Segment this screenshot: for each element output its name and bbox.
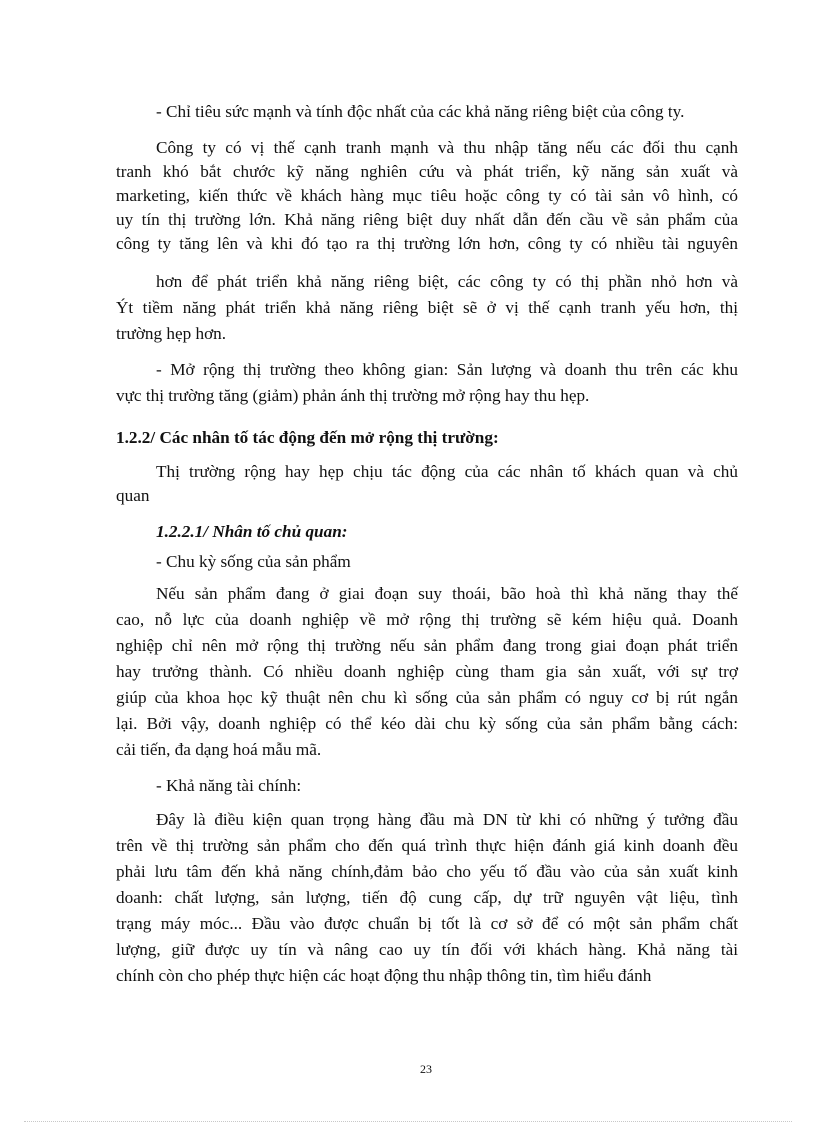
text-line: trên về thị trường sản phẩm cho đến quá trình thực hiện đánh giá kinh doanh đều bbox=[116, 836, 738, 855]
text-line: lại. Bởi vậy, doanh nghiệp có thể kéo dài chu kỳ sống của sản phẩm bằng cách: bbox=[116, 714, 738, 733]
section-heading: 1.2.2/ Các nhân tố tác động đến mở rộng thị trường: bbox=[116, 428, 499, 447]
text-line: Công ty có vị thế cạnh tranh mạnh và thu nhập tăng nếu các đối thu cạnh bbox=[156, 138, 738, 157]
text-line: - Khả năng tài chính: bbox=[156, 776, 302, 795]
text-line: hay trưởng thành. Có nhiều doanh nghiệp cùng tham gia sản xuất, với sự trợ bbox=[116, 662, 738, 681]
text-line: - Mở rộng thị trường theo không gian: Sản lượng và doanh thu trên các khu bbox=[156, 360, 738, 379]
text-line: công ty tăng lên và khi đó tạo ra thị trường lớn hơn, công ty có nhiều tài nguyên bbox=[116, 234, 738, 253]
text-line: quan bbox=[116, 486, 150, 505]
page-bottom-divider bbox=[24, 1121, 792, 1122]
text-line: tranh khó bắt chước kỹ năng nghiên cứu và phát triển, kỹ năng sản xuất và bbox=[116, 162, 738, 181]
text-line: vực thị trường tăng (giảm) phản ánh thị trường mở rộng hay thu hẹp. bbox=[116, 386, 590, 405]
text-line: Thị trường rộng hay hẹp chịu tác động của các nhân tố khách quan và chủ bbox=[156, 462, 738, 481]
text-line: giúp của khoa học kỹ thuật nên chu kì sống của sản phẩm có nguy cơ bị rút ngắn bbox=[116, 688, 738, 707]
text-line: phải lưu tâm đến khả năng chính,đảm bảo cho yếu tố đầu vào của sản xuất kinh bbox=[116, 862, 738, 881]
page-number: 23 bbox=[420, 1062, 432, 1076]
subsection-heading: 1.2.2.1/ Nhân tố chủ quan: bbox=[156, 522, 348, 541]
text-line: - Chỉ tiêu sức mạnh và tính độc nhất của các khả năng riêng biệt của công ty. bbox=[156, 102, 685, 121]
text-line: nghiệp chỉ nên mở rộng thị trường nếu sản phẩm đang trong giai đoạn phát triển bbox=[116, 636, 738, 655]
text-line: Đây là điều kiện quan trọng hàng đầu mà DN từ khi có những ý tưởng đầu bbox=[156, 810, 738, 829]
text-line: trạng máy móc... Đầu vào được chuẩn bị tốt là cơ sở để có một sản phẩm chất bbox=[116, 914, 738, 933]
text-line: Ýt tiềm năng phát triển khả năng riêng biệt sẽ ở vị thế cạnh tranh yếu hơn, thị bbox=[116, 298, 738, 317]
text-line: trường hẹp hơn. bbox=[116, 324, 227, 343]
text-line: chính còn cho phép thực hiện các hoạt động thu nhập thông tin, tìm hiểu đánh bbox=[116, 966, 652, 985]
text-line: marketing, kiến thức về khách hàng mục tiêu hoặc công ty có tài sản vô hình, có bbox=[116, 186, 738, 205]
text-line: lượng, giữ được uy tín và nâng cao uy tín đối với khách hàng. Khả năng tài bbox=[116, 940, 738, 959]
text-line: Nếu sản phẩm đang ở giai đoạn suy thoái, bão hoà thì khả năng thay thế bbox=[156, 584, 738, 603]
text-line: doanh: chất lượng, sản lượng, tiến độ cung cấp, dự trữ nguyên vật liệu, tình bbox=[116, 888, 738, 907]
text-line: uy tín thị trường lớn. Khả năng riêng biệt duy nhất dẫn đến cầu về sản phẩm của bbox=[116, 210, 738, 229]
text-line: cao, nỗ lực của doanh nghiệp về mở rộng thị trường sẽ kém hiệu quả. Doanh bbox=[116, 610, 738, 629]
text-line: cải tiến, đa dạng hoá mẫu mã. bbox=[116, 740, 322, 759]
text-line: - Chu kỳ sống của sản phẩm bbox=[156, 552, 351, 571]
text-line: hơn để phát triển khả năng riêng biệt, các công ty có thị phần nhỏ hơn và bbox=[156, 272, 738, 291]
